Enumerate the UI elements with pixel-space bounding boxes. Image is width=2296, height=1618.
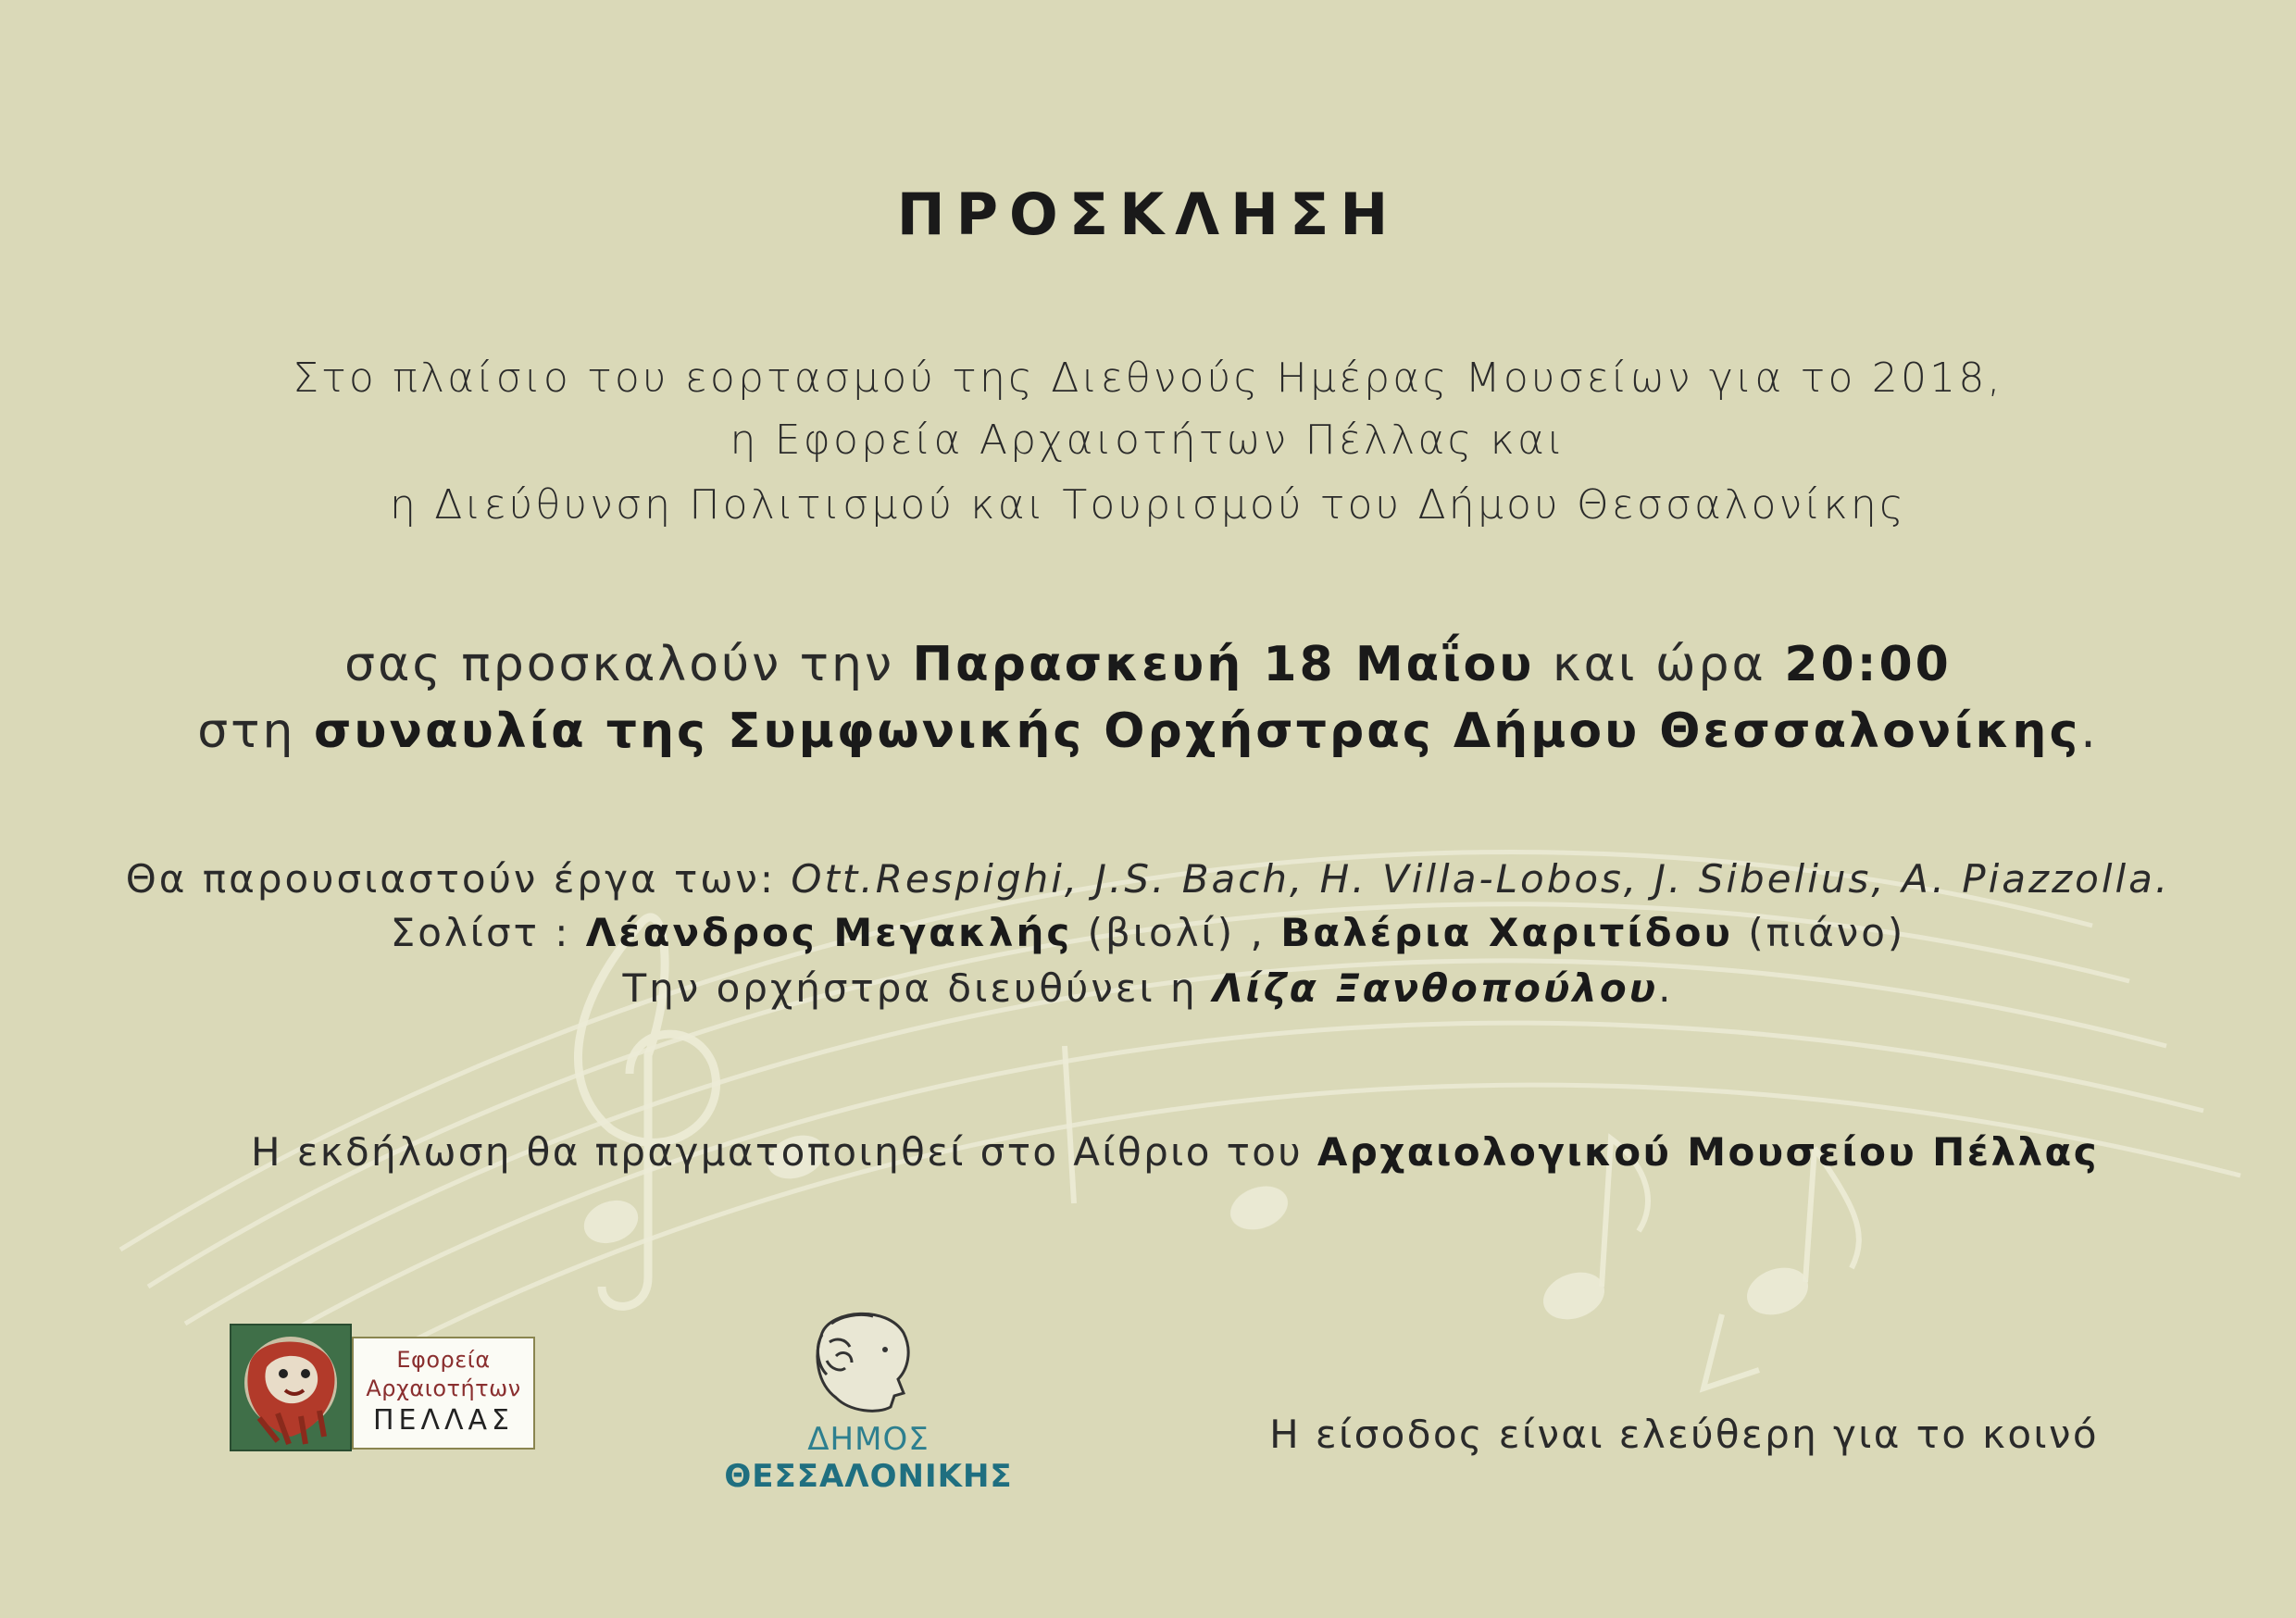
event-name: συναυλία της Συμφωνικής Ορχήστρας Δήμου Θεσσαλονίκης xyxy=(313,703,2081,759)
composers-list: Ott.Respighi, J.S. Bach, H. Villa-Lobos, J. Sibelius, A. Piazzolla. xyxy=(791,856,2171,902)
thessaloniki-name xyxy=(674,1421,1063,1495)
intro-line-2: η Εφορεία Αρχαιοτήτων Πέλλας και xyxy=(730,417,1566,464)
logo-line-1: Εφορεία xyxy=(396,1347,491,1373)
logo-line-3: ΠΕΛΛΑΣ xyxy=(372,1404,515,1437)
conductor-name: Λίζα Ξανθοπούλου xyxy=(1213,965,1659,1011)
works-label: Θα παρουσιαστούν έργα των: xyxy=(125,856,792,902)
ephorate-pella-logo xyxy=(230,1324,535,1451)
free-entry-note: Η είσοδος είναι ελεύθερη για το κοινό xyxy=(1269,1412,2099,1457)
intro-line-3: η Διεύθυνση Πολιτισμού και Τουρισμού του Δήμου Θεσσαλονίκης xyxy=(389,481,1907,529)
venue-place: Αρχαιολογικού Μουσείου Πέλλας xyxy=(1316,1129,2099,1175)
soloist-1-instrument: (βιολί) , xyxy=(1072,910,1281,955)
invite-mid: και ώρα xyxy=(1534,637,1785,692)
venue-pre: Η εκδήλωση θα πραγματοποιηθεί στο Αίθριο του xyxy=(250,1129,1317,1175)
soloist-2-instrument: (πιάνο) xyxy=(1732,910,1906,955)
logo-line-2: Αρχαιοτήτων xyxy=(366,1375,521,1401)
event-time: 20:00 xyxy=(1784,637,1952,692)
invite-pre: σας προσκαλούν την xyxy=(344,637,913,692)
alexander-head-icon xyxy=(794,1305,933,1416)
invite-end-2: . xyxy=(2080,703,2099,759)
invite-line-2 xyxy=(0,703,2296,759)
program-works xyxy=(0,856,2296,902)
conductor-end: . xyxy=(1658,965,1674,1011)
intro-line-1: Στο πλαίσιο του εορτασμού της Διεθνούς Ημέρας Μουσείων για το 2018, xyxy=(293,355,2003,402)
thessaloniki-municipality-logo xyxy=(674,1305,1063,1495)
page-title: ΠΡΟΣΚΛΗΣΗ xyxy=(896,180,1400,248)
soloist-2: Βαλέρια Χαριτίδου xyxy=(1280,910,1733,955)
program-soloists xyxy=(0,910,2296,955)
venue-line xyxy=(251,1129,2099,1175)
conductor-label: Την ορχήστρα διευθύνει η xyxy=(622,965,1214,1011)
soloist-1: Λέανδρος Μεγακλής xyxy=(585,910,1073,955)
event-date: Παρασκευή 18 Μαΐου xyxy=(912,637,1535,692)
soloists-label: Σολίστ : xyxy=(390,910,586,955)
lion-head-icon xyxy=(230,1324,352,1451)
program-conductor xyxy=(0,965,2296,1011)
logo-name-bold: ΘΕΣΣΑΛΟΝΙΚΗΣ xyxy=(724,1458,1013,1495)
logo-name-light: ΔΗΜΟΣ xyxy=(807,1421,930,1458)
invite-line-1 xyxy=(0,637,2296,692)
invite-pre-2: στη xyxy=(197,703,314,759)
ephorate-pella-name xyxy=(352,1337,535,1450)
